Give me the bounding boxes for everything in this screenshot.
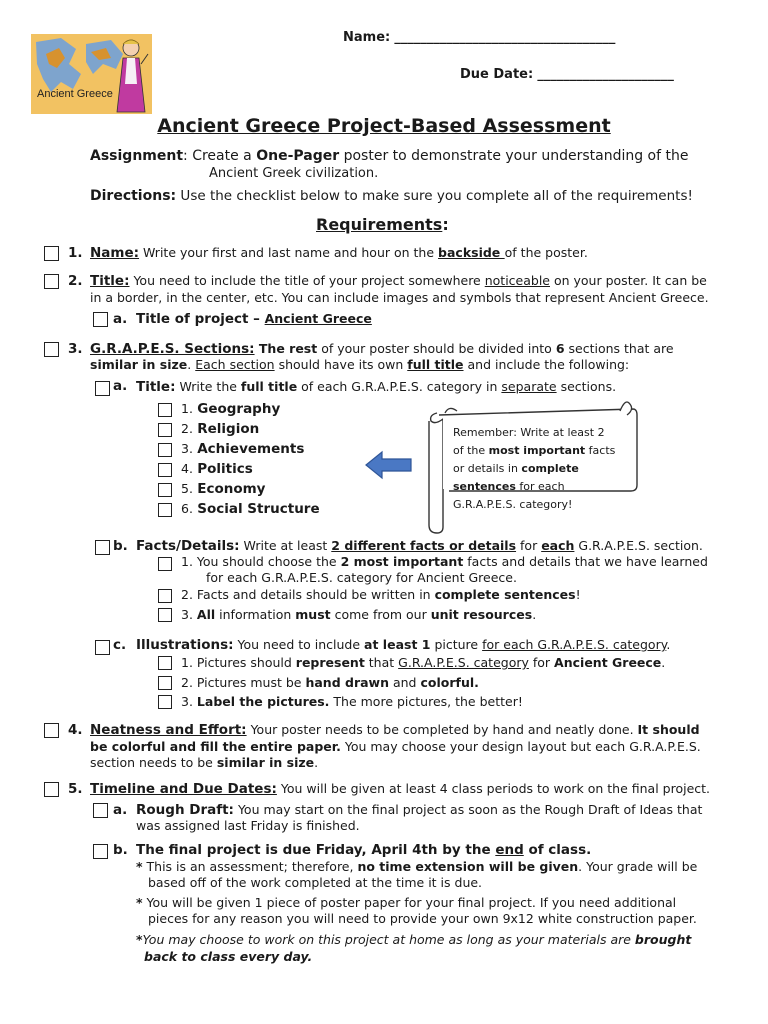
- requirement-bold: similar in size: [216, 755, 315, 770]
- category-achievements: [181, 441, 304, 457]
- 3c-item-2: [181, 675, 479, 690]
- due-date-field: [460, 67, 674, 82]
- ancient-greece-logo: [31, 34, 152, 114]
- assignment-line-2: Ancient Greek civilization.: [209, 166, 379, 181]
- requirement-text: section needs to be: [90, 755, 217, 770]
- category-social-structure: [181, 501, 320, 517]
- checkbox-rough-draft[interactable]: [93, 803, 108, 818]
- note-3: [136, 932, 691, 947]
- scroll-icon: [425, 397, 639, 538]
- 3a-text: Write the: [175, 379, 241, 394]
- title-of-project-label: Title of project –: [136, 311, 265, 327]
- 3b-item-text: facts and details that we have learned: [463, 554, 708, 569]
- item-number: 3.: [181, 607, 193, 622]
- requirement-text: of your poster should be divided into: [317, 341, 556, 356]
- requirements-colon: :: [442, 215, 449, 234]
- requirement-heading: Name:: [90, 245, 140, 261]
- 3b-item-text: come from our: [330, 607, 431, 622]
- sub-label: a.: [113, 378, 128, 394]
- category-name: Religion: [197, 421, 260, 437]
- noticeable-text: noticeable: [484, 273, 550, 288]
- checkbox-name[interactable]: [44, 246, 59, 261]
- final-due-body: of class.: [523, 842, 592, 858]
- scroll-line: G.R.A.P.E.S. category!: [453, 498, 573, 511]
- 3b-text: for: [516, 538, 542, 553]
- scroll-bold: sentences: [453, 480, 516, 493]
- sub-label: b.: [113, 538, 128, 554]
- 3b-heading: Facts/Details:: [136, 538, 240, 554]
- 3c-item-bold: represent: [295, 655, 365, 670]
- rough-draft-heading: Rough Draft:: [136, 802, 234, 818]
- category-number: 6.: [181, 501, 193, 516]
- 3c-text: You need to include: [233, 637, 365, 652]
- checkbox-3c-1[interactable]: [158, 656, 172, 670]
- 3b-item-bold: complete sentences: [434, 587, 576, 602]
- note-star: *: [136, 859, 143, 874]
- checkbox-grapes-sections[interactable]: [44, 342, 59, 357]
- requirement-text: You will be given at least 4 class periods to work on the final project.: [276, 781, 711, 796]
- sub-label: a.: [113, 802, 128, 818]
- note-3-line-2: back to class every day.: [144, 949, 313, 964]
- item-number: 3.: [181, 694, 193, 709]
- checkbox-3c-3[interactable]: [158, 695, 172, 709]
- requirement-neatness-line-2: [90, 739, 701, 754]
- requirement-text: You need to include the title of your project somewhere: [129, 273, 485, 288]
- scroll-line: [453, 478, 633, 496]
- requirement-grapes-line-2: [90, 357, 629, 372]
- directions: [90, 188, 693, 204]
- assignment-line-1: [90, 148, 688, 164]
- 3b-item-3: [181, 607, 536, 622]
- scroll-bold: complete: [521, 462, 579, 475]
- 3c-item-bold: Label the pictures.: [196, 694, 330, 709]
- scroll-line: [453, 460, 633, 478]
- 3c-text: picture: [430, 637, 483, 652]
- rough-draft-line-2: was assigned last Friday is finished.: [136, 818, 360, 833]
- requirement-text: Write your first and last name and hour on the: [139, 245, 439, 260]
- requirement-heading: Timeline and Due Dates:: [90, 781, 277, 797]
- checkbox-3b-1[interactable]: [158, 557, 172, 571]
- checkbox-social-structure[interactable]: [158, 503, 172, 517]
- assignment-text: Create a: [187, 148, 257, 164]
- logo-text: Ancient Greece: [37, 88, 113, 100]
- requirements-heading: [316, 215, 449, 234]
- scroll-note: [453, 424, 633, 514]
- requirement-title-line-2: in a border, in the center, etc. You can include images and symbols that represent Ancient Greece.: [90, 290, 709, 305]
- 3c-item-text: for: [528, 655, 555, 670]
- 3a-heading: Title:: [136, 379, 176, 395]
- name-field: [343, 30, 615, 45]
- 3c-text: .: [666, 637, 671, 652]
- category-religion: [181, 421, 259, 437]
- checkbox-3a-title[interactable]: [95, 381, 110, 396]
- category-name: Geography: [197, 401, 281, 417]
- requirement-text: The: [254, 341, 290, 356]
- 3c-item-text: Pictures should: [192, 655, 296, 670]
- checkbox-final-project[interactable]: [93, 844, 108, 859]
- requirement-text: and include the following:: [463, 357, 630, 372]
- 3a-full-title: full title: [240, 379, 298, 394]
- checkbox-politics[interactable]: [158, 463, 172, 477]
- requirement-text: should have its own: [274, 357, 408, 372]
- 3b-text: Write at least: [239, 538, 332, 553]
- scroll-text: for each: [515, 480, 565, 493]
- 3b-item-2: [181, 587, 581, 602]
- item-number: 2.: [181, 587, 193, 602]
- title-of-project-value: Ancient Greece: [264, 311, 372, 326]
- requirements-title: Requirements: [316, 215, 443, 234]
- category-name: Economy: [197, 481, 266, 497]
- scroll-line: Remember: Write at least 2: [453, 426, 605, 439]
- 3b-two-different: 2 different facts or details: [331, 538, 517, 553]
- checkbox-3b-facts[interactable]: [95, 540, 110, 555]
- requirement-text: You may choose your design layout but each G.R.A.P.E.S.: [340, 739, 701, 754]
- note-text: This is an assessment; therefore,: [142, 859, 358, 874]
- 3b-item-1: [181, 554, 708, 569]
- item-number: 5.: [68, 781, 83, 797]
- item-number: 1.: [181, 655, 193, 670]
- sub-label: b.: [113, 842, 128, 858]
- sub-label: c.: [113, 637, 127, 653]
- category-geography: [181, 401, 280, 417]
- checkbox-economy[interactable]: [158, 483, 172, 497]
- requirement-heading: G.R.A.P.E.S. Sections:: [90, 341, 255, 357]
- full-title-text: full title: [407, 357, 464, 372]
- 3c-item-bold: colorful.: [420, 675, 479, 690]
- category-number: 1.: [181, 401, 193, 416]
- requirement-neatness: [90, 722, 700, 738]
- 3b-item-text: Facts and details should be written in: [192, 587, 435, 602]
- 3b-item-text: !: [575, 587, 581, 602]
- assignment-colon: :: [183, 148, 188, 164]
- item-number: 1.: [181, 554, 193, 569]
- category-number: 3.: [181, 441, 193, 456]
- note-text: You may choose to work on this project at home as long as your materials are: [142, 932, 635, 947]
- rough-draft-body: You may start on the final project as soon as the Rough Draft of Ideas that: [233, 802, 703, 817]
- scroll-line: [453, 442, 633, 460]
- note-2: [136, 895, 676, 910]
- checkbox-geography[interactable]: [158, 403, 172, 417]
- note-2-line-2: pieces for any reason you will need to provide your own 9x12 white construction paper.: [148, 911, 697, 926]
- requirement-name: [90, 245, 588, 261]
- 3b-item-text: You should choose the: [192, 554, 341, 569]
- category-name: Politics: [197, 461, 253, 477]
- 3b-item-bold: must: [295, 607, 331, 622]
- 3c-item-bold: Ancient Greece: [554, 655, 662, 670]
- rest-text: rest: [289, 341, 318, 356]
- checkbox-3c-illustrations[interactable]: [95, 640, 110, 655]
- scroll-text: or details in: [453, 462, 522, 475]
- requirement-text: of the poster.: [504, 245, 588, 260]
- 3c-illustrations-text: [136, 637, 670, 653]
- checkbox-title[interactable]: [44, 274, 59, 289]
- item-number: 1.: [68, 245, 83, 261]
- category-number: 2.: [181, 421, 193, 436]
- similar-text: similar in size: [90, 357, 188, 372]
- requirement-bold: be colorful and fill the entire paper.: [90, 739, 341, 754]
- requirement-heading: Title:: [90, 273, 130, 289]
- category-number: 4.: [181, 461, 193, 476]
- name-blank: __________________________________: [394, 30, 616, 45]
- scroll-bold: most important: [488, 444, 586, 457]
- backside-text: backside: [438, 245, 505, 260]
- assignment-text: poster to demonstrate your understanding of the: [339, 148, 689, 164]
- requirement-grapes: [90, 341, 674, 357]
- scroll-text: facts: [585, 444, 616, 457]
- category-politics: [181, 461, 253, 477]
- requirement-text: .: [314, 755, 319, 770]
- six-text: 6: [555, 341, 565, 356]
- rough-draft-text: [136, 802, 702, 818]
- title-of-project: [136, 311, 372, 327]
- 3b-item-bold: unit resources: [430, 607, 533, 622]
- sub-label: a.: [113, 311, 128, 327]
- name-label: Name:: [343, 30, 391, 45]
- category-name: Social Structure: [197, 501, 320, 517]
- 3a-text: of each G.R.A.P.E.S. category in: [297, 379, 502, 394]
- 3c-item-text: .: [661, 655, 666, 670]
- item-number: 2.: [181, 675, 193, 690]
- checkbox-3b-3[interactable]: [158, 608, 172, 622]
- category-name: Achievements: [197, 441, 305, 457]
- checkbox-title-of-project[interactable]: [93, 312, 108, 327]
- category-number: 5.: [181, 481, 193, 496]
- note-bold: brought: [634, 932, 692, 947]
- 3b-item-bold: All: [196, 607, 216, 622]
- checkbox-timeline[interactable]: [44, 782, 59, 797]
- note-1: [136, 859, 697, 874]
- note-bold: no time extension will be given: [357, 859, 579, 874]
- final-due-text: [136, 842, 591, 858]
- 3a-separate: separate: [501, 379, 557, 394]
- 3c-item-text: that: [364, 655, 399, 670]
- 3b-facts-text: [136, 538, 703, 554]
- 3c-item-text: The more pictures, the better!: [329, 694, 523, 709]
- each-section-text: Each section: [195, 357, 275, 372]
- 3c-item-text: and: [389, 675, 421, 690]
- 3c-for-each: for each G.R.A.P.E.S. category: [482, 637, 667, 652]
- requirement-text: sections that are: [564, 341, 674, 356]
- note-star: *: [136, 932, 143, 947]
- assignment-label: Assignment: [90, 148, 184, 164]
- 3c-heading: Illustrations:: [136, 637, 234, 653]
- requirement-heading: Neatness and Effort:: [90, 722, 247, 738]
- checkbox-religion[interactable]: [158, 423, 172, 437]
- directions-label: Directions:: [90, 188, 177, 204]
- due-date-label: Due Date:: [460, 67, 534, 82]
- 3c-at-least: at least 1: [364, 637, 431, 652]
- item-number: 2.: [68, 273, 83, 289]
- item-number: 4.: [68, 722, 83, 738]
- note-text: . Your grade will be: [578, 859, 698, 874]
- 3c-item-3: [181, 694, 523, 709]
- 3c-item-text: Pictures must be: [192, 675, 306, 690]
- page-title: Ancient Greece Project-Based Assessment: [157, 115, 611, 137]
- requirement-text: .: [187, 357, 196, 372]
- 3b-each: each: [541, 538, 575, 553]
- final-due-body: The final project is due Friday, April 4th by the: [136, 842, 496, 858]
- note-text: You will be given 1 piece of poster paper for your final project. If you need additional: [142, 895, 677, 910]
- category-economy: [181, 481, 266, 497]
- directions-text: Use the checklist below to make sure you complete all of the requirements!: [176, 188, 693, 204]
- 3b-text: G.R.A.P.E.S. section.: [574, 538, 703, 553]
- 3c-item-underline: G.R.A.P.E.S. category: [398, 655, 529, 670]
- 3b-item-text: information: [215, 607, 296, 622]
- checkbox-3b-2[interactable]: [158, 589, 172, 603]
- 3c-item-bold: hand drawn: [305, 675, 389, 690]
- note-1-line-2: based off of the work completed at the time it is due.: [148, 875, 483, 890]
- 3b-item-text: .: [532, 607, 537, 622]
- 3a-text: sections.: [556, 379, 617, 394]
- 3b-item-bold: 2 most important: [340, 554, 464, 569]
- checkbox-neatness[interactable]: [44, 723, 59, 738]
- requirement-text: Your poster needs to be completed by hand and neatly done.: [246, 722, 638, 737]
- requirement-bold: It should: [637, 722, 700, 737]
- note-star: *: [136, 895, 143, 910]
- 3b-item-1-line-2: for each G.R.A.P.E.S. category for Ancient Greece.: [206, 570, 517, 585]
- checkbox-achievements[interactable]: [158, 443, 172, 457]
- 3a-title-text: [136, 379, 616, 395]
- requirement-neatness-line-3: [90, 755, 318, 770]
- due-date-blank: _____________________: [537, 67, 674, 82]
- item-number: 3.: [68, 341, 83, 357]
- requirement-text: on your poster. It can be: [550, 273, 707, 288]
- 3c-item-1: [181, 655, 665, 670]
- one-pager: One-Pager: [256, 148, 340, 164]
- requirement-timeline: [90, 781, 710, 797]
- checkbox-3c-2[interactable]: [158, 676, 172, 690]
- left-arrow-icon: [364, 450, 414, 483]
- requirement-title: [90, 273, 707, 289]
- final-due-end: end: [495, 842, 524, 858]
- scroll-text: of the: [453, 444, 489, 457]
